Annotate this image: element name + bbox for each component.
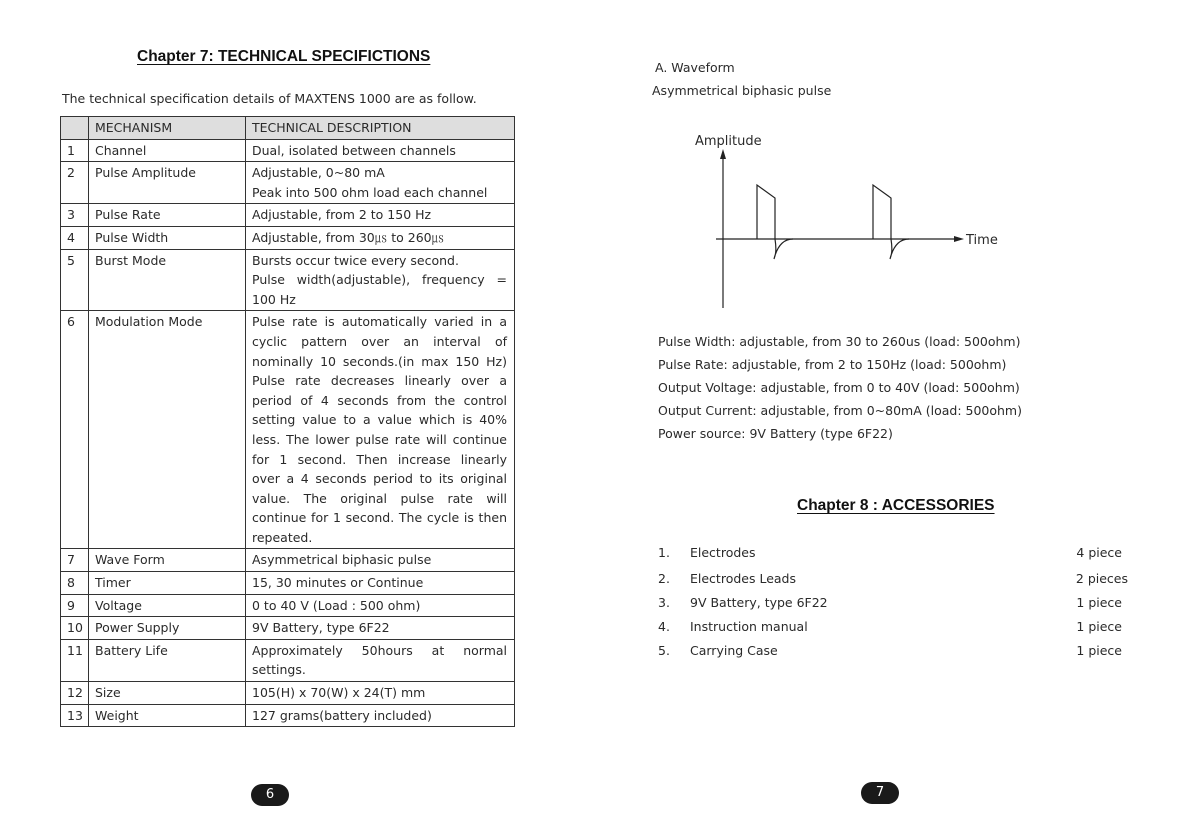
- spec-output-voltage: Output Voltage: adjustable, from 0 to 40V (load: 500ohm): [658, 380, 1020, 395]
- mechanism-cell: Battery Life: [89, 639, 246, 681]
- description-line: 9V Battery, type 6F22: [252, 620, 390, 636]
- mechanism-cell: Pulse Rate: [89, 204, 246, 227]
- description-line: 127 grams(battery included): [252, 707, 432, 723]
- description-line: Asymmetrical biphasic pulse: [252, 552, 432, 568]
- spec-output-current: Output Current: adjustable, from 0~80mA (load: 500ohm): [658, 403, 1022, 418]
- row-number: 10: [61, 617, 89, 640]
- accessory-item: [658, 643, 1128, 661]
- time-axis-label: Time: [966, 233, 998, 248]
- row-number: 3: [61, 204, 89, 227]
- header-num: [61, 117, 89, 140]
- x-axis-arrow: [954, 236, 964, 242]
- accessory-number: 1.: [658, 545, 670, 560]
- accessory-number: 5.: [658, 643, 670, 658]
- mechanism-cell: Wave Form: [89, 549, 246, 572]
- accessory-name: Instruction manual: [690, 619, 808, 634]
- row-number: 7: [61, 549, 89, 572]
- description-cell: [246, 639, 515, 681]
- row-number: 11: [61, 639, 89, 681]
- description-cell: [246, 226, 515, 249]
- row-number: 4: [61, 226, 89, 249]
- table-row: [61, 594, 515, 617]
- description-cell: [246, 617, 515, 640]
- waveform-subtitle: Asymmetrical biphasic pulse: [652, 83, 832, 98]
- accessory-number: 3.: [658, 595, 670, 610]
- row-number: 5: [61, 249, 89, 311]
- pulse-1-negative-phase: [774, 239, 793, 259]
- mechanism-cell: Pulse Width: [89, 226, 246, 249]
- row-number: 6: [61, 311, 89, 549]
- description-line: Peak into 500 ohm load each channel: [252, 184, 488, 200]
- table-row: [61, 639, 515, 681]
- description-cell: [246, 549, 515, 572]
- mechanism-cell: Burst Mode: [89, 249, 246, 311]
- accessory-name: Electrodes: [690, 545, 756, 560]
- accessory-item: [658, 619, 1128, 637]
- table-row: [61, 682, 515, 705]
- accessory-qty: 1 piece: [1076, 595, 1122, 610]
- description-line: Pulse rate is automatically varied in a cyclic pattern over an interval of nominally 10 seconds.(in max 150 Hz) Pulse rate decreases linearly over a period of 4 seconds from the control setting value to a value which is 40% less. The lower pulse rate will continue for 1 second. Then increase linearly over a 4 seconds period to its original value. The original pulse rate will continue for 1 second. The cycle is then repeated.: [252, 314, 507, 545]
- description-line: Adjustable, from 2 to 150 Hz: [252, 207, 432, 223]
- mechanism-cell: Timer: [89, 572, 246, 595]
- spec-pulse-width: Pulse Width: adjustable, from 30 to 260us (load: 500ohm): [658, 334, 1021, 349]
- accessory-qty: 2 pieces: [1075, 571, 1128, 586]
- row-number: 13: [61, 704, 89, 727]
- description-cell: [246, 572, 515, 595]
- description-line: 105(H) x 70(W) x 24(T) mm: [252, 685, 426, 701]
- description-cell: [246, 139, 515, 162]
- description-cell: [246, 704, 515, 727]
- chapter8-title: Chapter 8 : ACCESSORIES: [797, 497, 995, 514]
- header-mechanism: MECHANISM: [89, 117, 246, 140]
- table-row: [61, 549, 515, 572]
- description-cell: [246, 682, 515, 705]
- mechanism-cell: Size: [89, 682, 246, 705]
- table-row: [61, 311, 515, 549]
- mechanism-cell: Voltage: [89, 594, 246, 617]
- description-line: Dual, isolated between channels: [252, 142, 456, 158]
- mechanism-cell: Power Supply: [89, 617, 246, 640]
- pulse-1: [757, 185, 775, 239]
- accessory-name: Carrying Case: [690, 643, 778, 658]
- table-row: [61, 617, 515, 640]
- accessory-number: 4.: [658, 619, 670, 634]
- spec-power-source: Power source: 9V Battery (type 6F22): [658, 426, 893, 441]
- row-number: 8: [61, 572, 89, 595]
- table-row: [61, 139, 515, 162]
- page-number-badge: 6: [251, 784, 289, 806]
- table-header-row: [61, 117, 515, 140]
- description-cell: [246, 249, 515, 311]
- page-number-badge: 7: [861, 782, 899, 804]
- table-row: [61, 162, 515, 204]
- description-cell: [246, 204, 515, 227]
- accessory-item: [658, 595, 1128, 613]
- accessory-item: [658, 571, 1128, 589]
- accessory-name: 9V Battery, type 6F22: [690, 595, 828, 610]
- mechanism-cell: Modulation Mode: [89, 311, 246, 549]
- table-row: [61, 249, 515, 311]
- table-row: [61, 226, 515, 249]
- spec-pulse-rate: Pulse Rate: adjustable, from 2 to 150Hz (load: 500ohm): [658, 357, 1007, 372]
- chapter7-title: Chapter 7: TECHNICAL SPECIFICTIONS: [137, 48, 431, 65]
- intro-text: The technical specification details of MAXTENS 1000 are as follow.: [62, 91, 477, 106]
- accessory-item: [658, 545, 1128, 563]
- mechanism-cell: Pulse Amplitude: [89, 162, 246, 204]
- amplitude-axis-label: Amplitude: [695, 134, 762, 149]
- description-cell: [246, 162, 515, 204]
- accessory-number: 2.: [658, 571, 670, 586]
- description-line: Pulse width(adjustable), frequency = 100 Hz: [252, 272, 507, 307]
- accessory-qty: 1 piece: [1076, 619, 1122, 634]
- table-row: [61, 572, 515, 595]
- row-number: 9: [61, 594, 89, 617]
- accessory-qty: 4 piece: [1076, 545, 1122, 560]
- description-line: Adjustable, from 30㎲ to 260㎲: [252, 229, 445, 245]
- accessory-name: Electrodes Leads: [690, 571, 796, 586]
- table-row: [61, 704, 515, 727]
- description-cell: [246, 594, 515, 617]
- accessory-qty: 1 piece: [1076, 643, 1122, 658]
- row-number: 1: [61, 139, 89, 162]
- mechanism-cell: Channel: [89, 139, 246, 162]
- description-line: Approximately 50hours at normal settings.: [252, 642, 507, 678]
- row-number: 2: [61, 162, 89, 204]
- waveform-graph: [680, 128, 1010, 313]
- header-description: TECHNICAL DESCRIPTION: [246, 117, 515, 140]
- description-line: 15, 30 minutes or Continue: [252, 575, 424, 591]
- description-line: Bursts occur twice every second.: [252, 252, 459, 268]
- description-cell: [246, 311, 515, 549]
- pulse-2-negative-phase: [890, 239, 909, 259]
- y-axis-arrow: [720, 149, 726, 159]
- row-number: 12: [61, 682, 89, 705]
- spec-table: [60, 116, 515, 727]
- waveform-section-label: A. Waveform: [655, 60, 735, 75]
- description-line: 0 to 40 V (Load : 500 ohm): [252, 597, 421, 613]
- description-line: Adjustable, 0~80 mA: [252, 165, 385, 181]
- table-row: [61, 204, 515, 227]
- mechanism-cell: Weight: [89, 704, 246, 727]
- pulse-2: [873, 185, 891, 239]
